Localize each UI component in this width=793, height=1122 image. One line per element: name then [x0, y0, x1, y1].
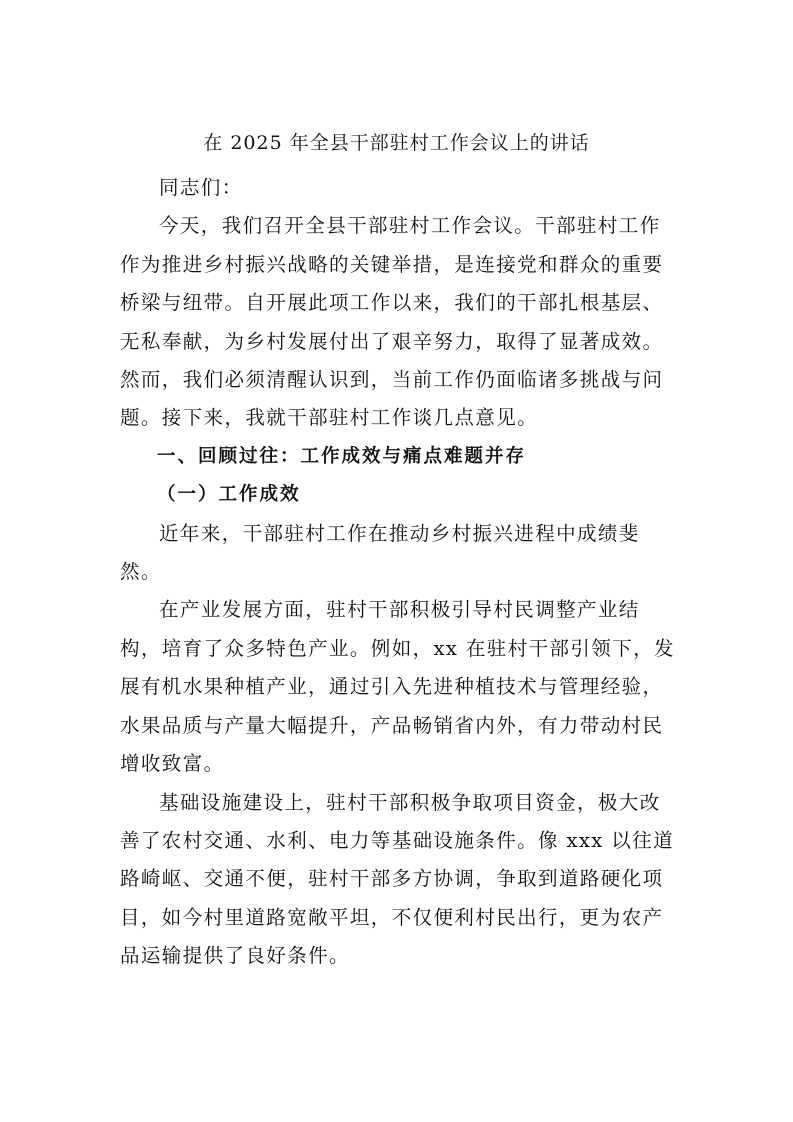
document-title: 在 2025 年全县干部驻村工作会议上的讲话: [203, 132, 590, 154]
subsection-heading: （一）工作成效: [157, 484, 301, 506]
achievements-paragraph: 近年来，干部驻村工作在推动乡村振兴进程中成绩斐然。: [120, 521, 640, 584]
intro-paragraph: 今天，我们召开全县干部驻村工作会议。干部驻村工作作为推进乡村振兴战略的关键举措，是连接党和群众的重要桥梁与纽带。自开展此项工作以来，我们的干部扎根基层、无私奉献，为乡村发展付出了艰辛努力，取得了显著成效。然而，我们必须清醒认识到，当前工作仍面临诸多挑战与问题。接下来，我就干部驻村工作谈几点意见。: [120, 214, 664, 430]
section-heading: 一、回顾过往：工作成效与痛点难题并存: [157, 445, 527, 467]
industry-paragraph: 在产业发展方面，驻村干部积极引导村民调整产业结构，培育了众多特色产业。例如，xx 在驻村干部引领下，发展有机水果种植产业，通过引入先进种植技术与管理经验，水果品质与产量大幅提升，产品畅销省内外，有力带动村民增收致富。: [120, 598, 675, 776]
infrastructure-paragraph: 基础设施建设上，驻村干部积极争取项目资金，极大改善了农村交通、水利、电力等基础设施条件。像 xxx 以往道路崎岖、交通不便，驻村干部多方协调，争取到道路硬化项目，如今村里道路宽敞平坦，不仅便利村民出行，更为农产品运输提供了良好条件。: [120, 790, 674, 968]
salutation: 同志们：: [159, 176, 243, 199]
document-body: [120, 169, 680, 976]
